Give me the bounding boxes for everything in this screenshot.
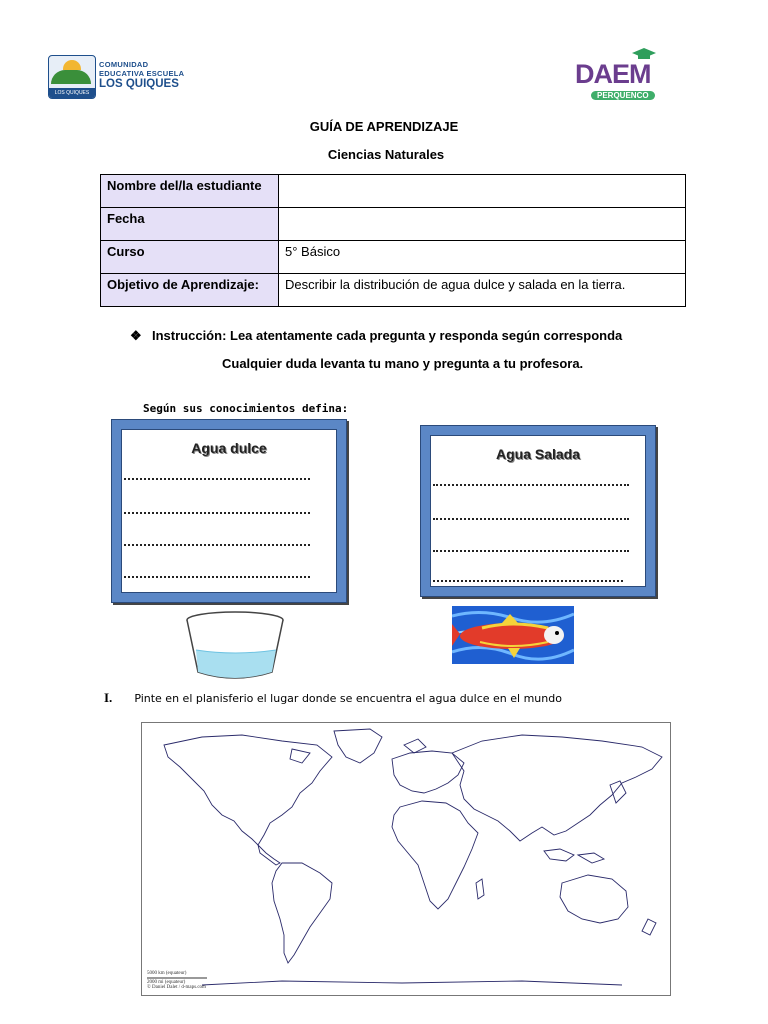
- answer-line[interactable]: [433, 550, 629, 552]
- scale-mi: 2000 mi (equateur): [147, 980, 186, 985]
- date-label: Fecha: [101, 208, 279, 241]
- daem-logo: [570, 45, 670, 105]
- map-scale: [147, 971, 207, 990]
- table-row: [101, 175, 686, 208]
- school-logo-line3: LOS QUIQUES: [99, 78, 179, 90]
- answer-line[interactable]: [433, 580, 623, 582]
- answer-line[interactable]: [124, 512, 310, 514]
- school-shield-icon: [48, 55, 96, 99]
- world-map-outline: [142, 723, 670, 995]
- instruction-line-2: Cualquier duda levanta tu mano y pregunta a tu profesora.: [222, 356, 584, 371]
- world-map[interactable]: [141, 722, 671, 996]
- daem-logo-sub: PERQUENCO: [591, 91, 655, 100]
- salt-water-card-inner: [430, 435, 646, 587]
- scale-bar: [147, 977, 207, 979]
- fish-in-sea-image: [452, 606, 574, 664]
- course-value: 5° Básico: [279, 241, 686, 274]
- student-info-table: [100, 174, 686, 307]
- scale-km: 5000 km (equateur): [147, 971, 187, 976]
- objective-label: Objetivo de Aprendizaje:: [101, 274, 279, 307]
- fresh-water-title: Agua dulce: [191, 440, 267, 456]
- answer-line[interactable]: [124, 478, 310, 480]
- table-row: [101, 241, 686, 274]
- course-label: Curso: [101, 241, 279, 274]
- instruction-line: [130, 328, 622, 344]
- salt-water-card: [420, 425, 656, 597]
- answer-line[interactable]: [433, 518, 629, 520]
- school-logo-line1: COMUNIDAD: [99, 60, 149, 69]
- answer-line[interactable]: [433, 484, 629, 486]
- question-1: [104, 690, 562, 706]
- table-row: [101, 274, 686, 307]
- name-label: Nombre del/la estudiante: [101, 175, 279, 208]
- name-field[interactable]: [279, 175, 686, 208]
- school-shield-band: LOS QUIQUES: [49, 88, 95, 98]
- document-title: GUÍA DE APRENDIZAJE: [309, 119, 459, 134]
- fresh-water-card: [111, 419, 347, 603]
- date-field[interactable]: [279, 208, 686, 241]
- salt-water-title: Agua Salada: [495, 446, 581, 462]
- fresh-water-card-inner: [121, 429, 337, 593]
- objective-value: Describir la distribución de agua dulce y salada en la tierra.: [279, 274, 686, 307]
- water-glass-icon: [184, 610, 286, 682]
- define-prompt: Según sus conocimientos defina:: [143, 402, 349, 415]
- answer-line[interactable]: [124, 544, 310, 546]
- diamond-bullet-icon: ❖: [130, 328, 142, 343]
- instruction-text: Instrucción: Lea atentamente cada pregunta y responda según corresponda: [152, 328, 623, 343]
- school-logo-line2: EDUCATIVA ESCUELA: [99, 69, 185, 78]
- daem-logo-word: DAEM: [575, 59, 651, 89]
- document-subject: Ciencias Naturales: [327, 147, 445, 162]
- question-number: I.: [104, 690, 113, 705]
- map-credit: © Daniel Dalet / d-maps.com: [147, 985, 206, 990]
- table-row: [101, 208, 686, 241]
- school-logo: [48, 55, 198, 99]
- answer-line[interactable]: [124, 576, 310, 578]
- question-text: Pinte en el planisferio el lugar donde se encuentra el agua dulce en el mundo: [134, 692, 562, 705]
